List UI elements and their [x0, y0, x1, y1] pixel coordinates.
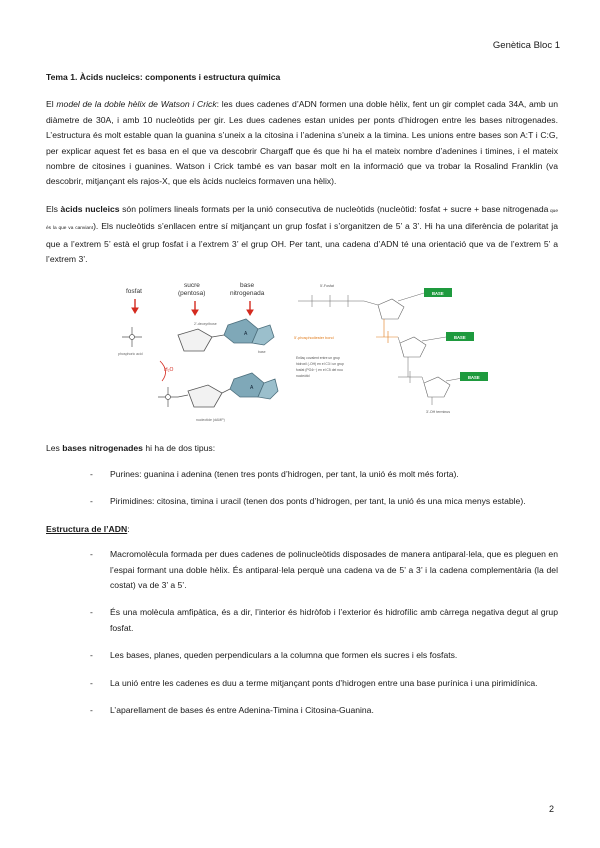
bases-intro-suffix: hi ha de dos tipus: — [142, 443, 216, 454]
label-3prime: 3'-OH terminus — [426, 410, 451, 415]
list-item — [46, 648, 558, 663]
label-phosphoric: phosphoric acid — [118, 352, 143, 357]
label-bond: 5'-phosphodiester bond — [294, 336, 334, 341]
sugar-1-icon — [378, 299, 404, 319]
page-content — [46, 70, 558, 730]
phosphate-group-top-icon — [298, 295, 364, 307]
structure-item-5: L’aparellament de bases és entre Adenina-Timina i Citosina-Guanina. — [110, 704, 374, 715]
dash: - — [90, 704, 93, 715]
bases-item-purines: Purines: guanina i adenina (tenen tres ponts d’hidrogen, per tant, la unió és molt més forta). — [110, 468, 459, 479]
paragraph-watson-crick — [46, 97, 558, 189]
label-fosfat: fosfat — [126, 288, 142, 296]
caption-line-2: hidroxil (-OH) en el C3 i un grup — [296, 362, 344, 367]
section-title: Tema 1. Àcids nucleics: components i estructura química — [46, 72, 281, 82]
bases-item-pyrimidines: Pirimidines: citosina, timina i uracil (tenen dos ponts d’hidrogen, per tant, la unió és una mica menys estable). — [110, 496, 526, 507]
label-deoxyribose: 2'-deoxyribose — [194, 322, 217, 327]
page-number: 2 — [548, 804, 554, 814]
structure-heading — [46, 522, 558, 537]
structure-heading-text: Estructura de l’ADN — [46, 523, 128, 534]
label-sucre: sucre — [184, 282, 200, 290]
dash: - — [90, 607, 93, 618]
base-top-icon — [224, 319, 274, 345]
dash: - — [90, 468, 93, 479]
structure-list — [46, 547, 558, 718]
caption-line-3: fosfat (PO4³⁻) en el C5 del nou — [296, 368, 343, 373]
label-water: H₂O — [164, 367, 174, 374]
list-item — [46, 467, 558, 482]
nucleotide-figures — [46, 279, 558, 427]
phosphate-link-1-icon — [376, 319, 398, 343]
sugar-2-icon — [400, 337, 426, 357]
base-bottom-icon — [230, 373, 278, 399]
bases-intro — [46, 441, 558, 456]
bases-intro-prefix: Les — [46, 443, 63, 454]
dash: - — [90, 549, 93, 560]
label-nitrogenada: nitrogenada — [230, 290, 265, 298]
caption-line-1: Enllaç covalent entre un grup — [296, 356, 340, 361]
list-item — [46, 703, 558, 718]
structure-item-1: Macromolècula formada per dues cadenes de polinucleòtids disposades de manera antiparal·lela, que es pleguen en l’espai formant una doble hèlix. És antiparal·lela perquè una cadena va de 5’ a 3’ i la cadena complementària (la del costat) va de 3’ a 5’. — [110, 549, 558, 590]
para1-prefix: El — [46, 99, 57, 110]
structure-item-4: La unió entre les cadenes es duu a terme mitjançant ponts d’hidrogen entre una base purínica i una pirimidínica. — [110, 677, 538, 688]
sugar-bottom-icon — [188, 385, 222, 407]
badge-1-text: BASE — [432, 291, 444, 297]
phosphate-link-2-icon — [398, 357, 422, 383]
para1-rest: : les dues cadenes d’ADN formen una doble hèlix, fent un gir complet cada 34A, amb un diàmetre de 30A, i amb 10 nucleòtids per gir. Les dues cadenes estan unides per ponts d’hidrogen entre les bases nitrogenades. L’estructura és molt estable quan la guanina s’uneix a la citosina i l’adenina s’uneix a la timina. Les unions entre bases son A:T i C:G, per explicar aquest fet es basa en el que va descobrir Chargaff que és que hi ha el mateix nombre d’adenines i timines, i el mateix nombre de citosines i guanines. Watson i Crick també es van basar molt en la informació que va trobar la Rosalind Franklin (va descobrir, mitjançant els rajos-X, que els àcids nucleics formaven una hèlix). — [46, 99, 558, 187]
nucleotide-formation-diagram — [100, 279, 280, 427]
label-pentosa: (pentosa) — [178, 290, 206, 298]
label-5prime: 5'-Fosfat — [320, 284, 334, 289]
bases-intro-bold: bases nitrogenades — [62, 443, 143, 454]
para2-prefix: Els — [46, 203, 61, 214]
phosphodiester-chain-diagram — [292, 279, 492, 427]
structure-heading-colon: : — [127, 523, 130, 534]
bases-list — [46, 467, 558, 510]
para2-text2: ). Els nucleòtids s’enllacen entre sí mitjançant un grup fosfat i s’organitzen de 5’ a 3’. Hi ha una diferència de polaritat ja que a l’extrem 5’ està el grup fosfat i a l’extrem 3’ el grup OH. Per tant, una cadena d’ADN té una orientació que va de l’extrem 5’ a l’extrem 3’. — [46, 221, 558, 265]
list-item — [46, 676, 558, 691]
dash: - — [90, 496, 93, 507]
sugar-top-icon — [178, 329, 212, 351]
caption-line-4: nucleòtid — [296, 374, 310, 379]
structure-item-3: Les bases, planes, queden perpendiculars a la columna que formen els sucres i els fosfats. — [110, 650, 458, 661]
paragraph-nucleic-acids — [46, 202, 558, 268]
red-arrow-icons — [132, 299, 253, 315]
label-base-small: base — [258, 350, 266, 355]
list-item — [46, 605, 558, 636]
label-nucleotide: nucleotide (dAMP) — [196, 418, 225, 423]
badge-2-text: BASE — [454, 335, 466, 341]
para2-text1: són polímers lineals formats per la unió consecutiva de nucleòtids (nucleòtid: fosfat + sucre + base nitrogenada — [119, 203, 549, 214]
list-item — [46, 494, 558, 509]
dash: - — [90, 650, 93, 661]
list-item — [46, 547, 558, 593]
phosphate-top-icon — [122, 327, 142, 347]
structure-item-2: És una molècula amfipàtica, és a dir, l’interior és hidròfob i l’exterior és hidrofílic amb càrrega negativa degut al grup fosfat. — [110, 607, 558, 633]
dash: - — [90, 677, 93, 688]
header-title: Genètica Bloc 1 — [492, 40, 560, 51]
base-a-letter-bottom: A — [250, 385, 254, 392]
sugar-3-icon — [424, 377, 450, 397]
para2-bold: àcids nucleics — [60, 203, 120, 214]
para1-italic: model de la doble hèlix de Watson i Crick — [56, 99, 217, 110]
label-base: base — [240, 282, 255, 290]
phosphate-bottom-icon — [158, 387, 178, 407]
base-a-letter-top: A — [244, 331, 248, 338]
para2-tiny: que és la que va canviant — [46, 208, 558, 232]
badge-3-text: BASE — [468, 375, 480, 381]
